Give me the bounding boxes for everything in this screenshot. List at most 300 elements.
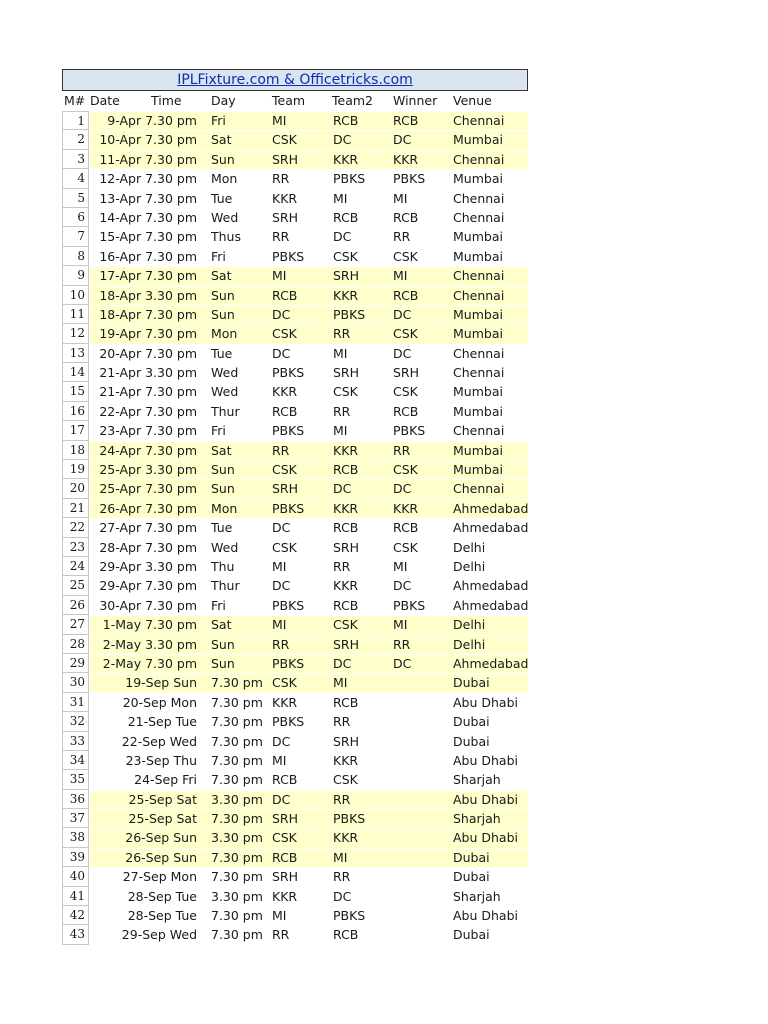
- cell-day: 3.30 pm: [211, 830, 263, 846]
- table-row: [62, 615, 528, 634]
- table-row: [62, 867, 528, 886]
- cell-team2: RCB: [333, 520, 359, 536]
- table-row: [62, 732, 528, 751]
- cell-match-number: 16: [62, 402, 89, 421]
- cell-match-number: 5: [62, 189, 89, 208]
- cell-team: CSK: [272, 675, 297, 691]
- cell-match-number: 23: [62, 538, 89, 557]
- cell-date: 11-Apr 7.30 pm: [99, 151, 197, 167]
- cell-team: DC: [272, 578, 291, 594]
- cell-day: Sun: [211, 462, 235, 478]
- cell-date: 2-May 7.30 pm: [102, 655, 197, 671]
- table-row: [62, 576, 528, 595]
- cell-team2: RCB: [333, 113, 359, 128]
- table-row: [62, 712, 528, 731]
- title-link[interactable]: IPLFixture.com & Officetricks.com: [177, 72, 413, 88]
- cell-winner: KKR: [393, 500, 419, 516]
- cell-match-number: 10: [62, 286, 89, 305]
- cell-winner: RCB: [393, 287, 419, 303]
- header-winner: Winner: [393, 93, 438, 108]
- cell-team: PBKS: [272, 714, 305, 730]
- cell-team: KKR: [272, 888, 298, 904]
- cell-team2: DC: [333, 655, 352, 671]
- header-match-number: M#: [64, 93, 86, 108]
- cell-team: CSK: [272, 462, 297, 478]
- cell-winner: SRH: [393, 365, 420, 381]
- cell-team: MI: [272, 617, 287, 633]
- cell-winner: DC: [393, 306, 412, 322]
- table-row: [62, 693, 528, 712]
- table-row: [62, 770, 528, 789]
- table-row: [62, 324, 528, 343]
- cell-match-number: 28: [62, 635, 89, 654]
- cell-venue: Ahmedabad: [453, 655, 529, 671]
- cell-match-number: 2: [62, 130, 89, 149]
- cell-team: SRH: [272, 209, 299, 225]
- table-row: [62, 751, 528, 770]
- cell-team: RR: [272, 171, 290, 187]
- cell-match-number: 14: [62, 363, 89, 382]
- cell-day: Sat: [211, 132, 232, 148]
- cell-team: RCB: [272, 403, 298, 419]
- cell-venue: Chennai: [453, 345, 505, 361]
- cell-team: RR: [272, 229, 290, 245]
- cell-match-number: 43: [62, 925, 89, 944]
- cell-day: 7.30 pm: [211, 772, 263, 788]
- cell-date: 9-Apr 7.30 pm: [107, 113, 197, 128]
- cell-winner: CSK: [393, 462, 418, 478]
- cell-date: 22-Apr 7.30 pm: [99, 403, 197, 419]
- cell-date: 24-Apr 7.30 pm: [99, 442, 197, 458]
- cell-team2: RR: [333, 714, 351, 730]
- cell-date: 26-Apr 7.30 pm: [99, 500, 197, 516]
- cell-team2: SRH: [333, 636, 360, 652]
- table-row: [62, 150, 528, 169]
- table-row: [62, 654, 528, 673]
- cell-venue: Delhi: [453, 539, 486, 555]
- cell-match-number: 29: [62, 654, 89, 673]
- cell-team: CSK: [272, 326, 297, 342]
- cell-day: 7.30 pm: [211, 733, 263, 749]
- table-row: [62, 402, 528, 421]
- cell-day: 7.30 pm: [211, 694, 263, 710]
- cell-winner: RCB: [393, 520, 419, 536]
- cell-team2: MI: [333, 190, 348, 206]
- cell-winner: DC: [393, 578, 412, 594]
- cell-date: 18-Apr 3.30 pm: [99, 287, 197, 303]
- cell-match-number: 35: [62, 770, 89, 789]
- table-row: [62, 441, 528, 460]
- cell-day: Tue: [211, 520, 233, 536]
- cell-venue: Delhi: [453, 636, 486, 652]
- cell-day: 7.30 pm: [211, 849, 263, 865]
- cell-day: 7.30 pm: [211, 811, 263, 827]
- cell-team: MI: [272, 113, 287, 128]
- cell-match-number: 7: [62, 227, 89, 246]
- table-row: [62, 208, 528, 227]
- cell-team2: DC: [333, 888, 352, 904]
- cell-venue: Chennai: [453, 287, 505, 303]
- cell-team: SRH: [272, 869, 299, 885]
- cell-winner: PBKS: [393, 423, 426, 439]
- cell-match-number: 41: [62, 887, 89, 906]
- cell-date: 18-Apr 7.30 pm: [99, 306, 197, 322]
- cell-day: Sun: [211, 655, 235, 671]
- table-row: [62, 557, 528, 576]
- cell-day: 3.30 pm: [211, 888, 263, 904]
- cell-team: PBKS: [272, 655, 305, 671]
- cell-venue: Mumbai: [453, 171, 503, 187]
- cell-team2: PBKS: [333, 171, 366, 187]
- cell-team: MI: [272, 558, 287, 574]
- cell-team2: RCB: [333, 209, 359, 225]
- cell-winner: DC: [393, 345, 412, 361]
- cell-match-number: 34: [62, 751, 89, 770]
- cell-day: Sun: [211, 287, 235, 303]
- cell-team2: PBKS: [333, 908, 366, 924]
- cell-date: 30-Apr 7.30 pm: [99, 597, 197, 613]
- cell-venue: Chennai: [453, 268, 505, 284]
- cell-team: SRH: [272, 481, 299, 497]
- header-time: Time: [151, 93, 182, 108]
- cell-winner: MI: [393, 617, 408, 633]
- cell-match-number: 13: [62, 344, 89, 363]
- cell-venue: Delhi: [453, 558, 486, 574]
- cell-venue: Dubai: [453, 733, 490, 749]
- cell-day: Wed: [211, 384, 239, 400]
- cell-date: 29-Sep Wed: [121, 927, 197, 943]
- cell-venue: Chennai: [453, 113, 505, 128]
- cell-team: CSK: [272, 539, 297, 555]
- cell-date: 28-Apr 7.30 pm: [99, 539, 197, 555]
- cell-team: PBKS: [272, 500, 305, 516]
- cell-winner: DC: [393, 655, 412, 671]
- cell-winner: CSK: [393, 539, 418, 555]
- fixture-rows: [62, 111, 528, 945]
- cell-winner: PBKS: [393, 171, 426, 187]
- cell-team2: RR: [333, 403, 351, 419]
- cell-venue: Abu Dhabi: [453, 830, 518, 846]
- cell-match-number: 19: [62, 460, 89, 479]
- cell-team2: KKR: [333, 500, 359, 516]
- cell-team2: SRH: [333, 733, 360, 749]
- cell-team2: MI: [333, 423, 348, 439]
- cell-team: RR: [272, 442, 290, 458]
- cell-team2: PBKS: [333, 306, 366, 322]
- cell-date: 27-Apr 7.30 pm: [99, 520, 197, 536]
- cell-match-number: 40: [62, 867, 89, 886]
- cell-match-number: 24: [62, 557, 89, 576]
- cell-winner: CSK: [393, 248, 418, 264]
- cell-venue: Chennai: [453, 481, 505, 497]
- cell-team2: CSK: [333, 617, 358, 633]
- cell-winner: RCB: [393, 113, 419, 128]
- cell-day: Mon: [211, 171, 238, 187]
- cell-team: SRH: [272, 811, 299, 827]
- cell-team2: RR: [333, 791, 351, 807]
- cell-team: RCB: [272, 772, 298, 788]
- cell-date: 24-Sep Fri: [134, 772, 197, 788]
- cell-date: 23-Apr 7.30 pm: [99, 423, 197, 439]
- cell-day: Tue: [211, 190, 233, 206]
- cell-date: 12-Apr 7.30 pm: [99, 171, 197, 187]
- cell-day: 3.30 pm: [211, 791, 263, 807]
- cell-venue: Mumbai: [453, 326, 503, 342]
- cell-winner: RR: [393, 636, 411, 652]
- cell-venue: Ahmedabad: [453, 520, 529, 536]
- cell-team2: RCB: [333, 927, 359, 943]
- cell-match-number: 39: [62, 848, 89, 867]
- cell-winner: RCB: [393, 209, 419, 225]
- cell-match-number: 8: [62, 247, 89, 266]
- table-row: [62, 925, 528, 944]
- cell-winner: MI: [393, 268, 408, 284]
- cell-team: PBKS: [272, 248, 305, 264]
- cell-date: 26-Sep Sun: [125, 849, 197, 865]
- table-row: [62, 382, 528, 401]
- cell-match-number: 15: [62, 382, 89, 401]
- cell-team: DC: [272, 345, 291, 361]
- cell-day: 7.30 pm: [211, 714, 263, 730]
- cell-match-number: 21: [62, 499, 89, 518]
- cell-team2: KKR: [333, 287, 359, 303]
- table-row: [62, 305, 528, 324]
- cell-team: KKR: [272, 190, 298, 206]
- cell-date: 13-Apr 7.30 pm: [99, 190, 197, 206]
- cell-team: CSK: [272, 830, 297, 846]
- cell-team2: DC: [333, 132, 352, 148]
- cell-day: Sat: [211, 268, 232, 284]
- cell-team: DC: [272, 520, 291, 536]
- table-row: [62, 906, 528, 925]
- cell-team2: MI: [333, 675, 348, 691]
- cell-venue: Sharjah: [453, 888, 501, 904]
- cell-day: Fri: [211, 113, 226, 128]
- table-row: [62, 266, 528, 285]
- cell-day: 7.30 pm: [211, 869, 263, 885]
- cell-team: CSK: [272, 132, 297, 148]
- cell-day: 7.30 pm: [211, 675, 263, 691]
- cell-team2: KKR: [333, 442, 359, 458]
- cell-venue: Ahmedabad: [453, 578, 529, 594]
- cell-team: RCB: [272, 849, 298, 865]
- cell-match-number: 6: [62, 208, 89, 227]
- table-row: [62, 130, 528, 149]
- cell-team2: SRH: [333, 268, 360, 284]
- header-date: Date: [90, 93, 120, 108]
- cell-day: Thur: [211, 578, 240, 594]
- cell-winner: CSK: [393, 326, 418, 342]
- cell-team: PBKS: [272, 423, 305, 439]
- cell-date: 25-Sep Sat: [128, 791, 197, 807]
- cell-winner: CSK: [393, 384, 418, 400]
- cell-match-number: 36: [62, 790, 89, 809]
- cell-match-number: 31: [62, 693, 89, 712]
- cell-day: Thur: [211, 403, 240, 419]
- cell-team2: RCB: [333, 462, 359, 478]
- cell-day: Wed: [211, 539, 239, 555]
- cell-day: Fri: [211, 597, 226, 613]
- cell-date: 21-Apr 3.30 pm: [99, 365, 197, 381]
- table-row: [62, 518, 528, 537]
- header-team: Team: [272, 93, 306, 108]
- cell-match-number: 12: [62, 324, 89, 343]
- cell-team: KKR: [272, 694, 298, 710]
- table-row: [62, 247, 528, 266]
- cell-team2: SRH: [333, 365, 360, 381]
- cell-date: 29-Apr 3.30 pm: [99, 558, 197, 574]
- cell-day: Thu: [211, 558, 235, 574]
- cell-team2: CSK: [333, 384, 358, 400]
- cell-match-number: 25: [62, 576, 89, 595]
- cell-team: PBKS: [272, 365, 305, 381]
- cell-venue: Abu Dhabi: [453, 694, 518, 710]
- cell-date: 1-May 7.30 pm: [102, 617, 197, 633]
- cell-match-number: 38: [62, 828, 89, 847]
- cell-winner: RR: [393, 229, 411, 245]
- cell-venue: Dubai: [453, 869, 490, 885]
- cell-match-number: 33: [62, 732, 89, 751]
- cell-team2: CSK: [333, 772, 358, 788]
- cell-day: Tue: [211, 345, 233, 361]
- cell-date: 20-Sep Mon: [122, 694, 197, 710]
- cell-team: SRH: [272, 151, 299, 167]
- cell-venue: Mumbai: [453, 384, 503, 400]
- cell-team2: DC: [333, 481, 352, 497]
- header-venue: Venue: [453, 93, 492, 108]
- cell-team2: RR: [333, 869, 351, 885]
- cell-match-number: 32: [62, 712, 89, 731]
- cell-day: Wed: [211, 209, 239, 225]
- cell-team: RCB: [272, 287, 298, 303]
- cell-match-number: 3: [62, 150, 89, 169]
- cell-team: DC: [272, 733, 291, 749]
- cell-team2: PBKS: [333, 811, 366, 827]
- table-row: [62, 169, 528, 188]
- table-row: [62, 673, 528, 692]
- cell-match-number: 18: [62, 441, 89, 460]
- cell-match-number: 42: [62, 906, 89, 925]
- cell-venue: Mumbai: [453, 462, 503, 478]
- cell-day: Sun: [211, 151, 235, 167]
- cell-team: PBKS: [272, 597, 305, 613]
- cell-venue: Mumbai: [453, 132, 503, 148]
- table-row: [62, 189, 528, 208]
- table-row: [62, 499, 528, 518]
- table-row: [62, 635, 528, 654]
- table-row: [62, 421, 528, 440]
- cell-day: 7.30 pm: [211, 927, 263, 943]
- cell-team: KKR: [272, 384, 298, 400]
- cell-day: Mon: [211, 500, 238, 516]
- cell-day: Sun: [211, 481, 235, 497]
- cell-date: 20-Apr 7.30 pm: [99, 345, 197, 361]
- table-row: [62, 887, 528, 906]
- cell-day: Mon: [211, 326, 238, 342]
- cell-venue: Mumbai: [453, 442, 503, 458]
- cell-team: RR: [272, 927, 290, 943]
- cell-team2: KKR: [333, 578, 359, 594]
- cell-team2: SRH: [333, 539, 360, 555]
- cell-venue: Mumbai: [453, 248, 503, 264]
- cell-winner: PBKS: [393, 597, 426, 613]
- cell-date: 19-Sep Sun: [125, 675, 197, 691]
- cell-venue: Dubai: [453, 849, 490, 865]
- cell-venue: Dubai: [453, 927, 490, 943]
- cell-date: 23-Sep Thu: [125, 752, 197, 768]
- table-row: [62, 111, 528, 130]
- table-row: [62, 809, 528, 828]
- cell-team2: MI: [333, 849, 348, 865]
- table-row: [62, 848, 528, 867]
- cell-day: Sun: [211, 636, 235, 652]
- cell-team2: RCB: [333, 597, 359, 613]
- cell-match-number: 22: [62, 518, 89, 537]
- cell-day: Wed: [211, 365, 239, 381]
- cell-team2: RR: [333, 326, 351, 342]
- cell-winner: KKR: [393, 151, 419, 167]
- cell-venue: Chennai: [453, 423, 505, 439]
- cell-date: 28-Sep Tue: [127, 908, 197, 924]
- cell-venue: Dubai: [453, 714, 490, 730]
- table-row: [62, 479, 528, 498]
- table-row: [62, 286, 528, 305]
- cell-match-number: 4: [62, 169, 89, 188]
- cell-team: RR: [272, 636, 290, 652]
- cell-venue: Abu Dhabi: [453, 791, 518, 807]
- cell-venue: Chennai: [453, 151, 505, 167]
- cell-date: 15-Apr 7.30 pm: [99, 229, 197, 245]
- cell-match-number: 17: [62, 421, 89, 440]
- cell-date: 28-Sep Tue: [127, 888, 197, 904]
- cell-day: Thus: [211, 229, 241, 245]
- cell-team2: KKR: [333, 830, 359, 846]
- table-row: [62, 344, 528, 363]
- cell-venue: Ahmedabad: [453, 597, 529, 613]
- cell-match-number: 9: [62, 266, 89, 285]
- cell-date: 22-Sep Wed: [121, 733, 197, 749]
- cell-date: 29-Apr 7.30 pm: [99, 578, 197, 594]
- cell-venue: Ahmedabad: [453, 500, 529, 516]
- cell-winner: RR: [393, 442, 411, 458]
- cell-venue: Delhi: [453, 617, 486, 633]
- cell-team: MI: [272, 268, 287, 284]
- header-team2: Team2: [332, 93, 373, 108]
- cell-venue: Abu Dhabi: [453, 752, 518, 768]
- cell-day: Fri: [211, 423, 226, 439]
- table-row: [62, 460, 528, 479]
- cell-team2: DC: [333, 229, 352, 245]
- cell-venue: Chennai: [453, 365, 505, 381]
- cell-date: 19-Apr 7.30 pm: [99, 326, 197, 342]
- cell-day: Sun: [211, 306, 235, 322]
- cell-winner: DC: [393, 481, 412, 497]
- cell-team: MI: [272, 908, 287, 924]
- cell-date: 17-Apr 7.30 pm: [99, 268, 197, 284]
- cell-date: 21-Apr 7.30 pm: [99, 384, 197, 400]
- cell-date: 2-May 3.30 pm: [102, 636, 197, 652]
- table-row: [62, 538, 528, 557]
- cell-venue: Mumbai: [453, 403, 503, 419]
- title-box: [62, 69, 528, 91]
- cell-venue: Mumbai: [453, 229, 503, 245]
- cell-match-number: 37: [62, 809, 89, 828]
- table-row: [62, 596, 528, 615]
- header-day: Day: [211, 93, 236, 108]
- cell-team2: CSK: [333, 248, 358, 264]
- table-row: [62, 227, 528, 246]
- cell-venue: Chennai: [453, 209, 505, 225]
